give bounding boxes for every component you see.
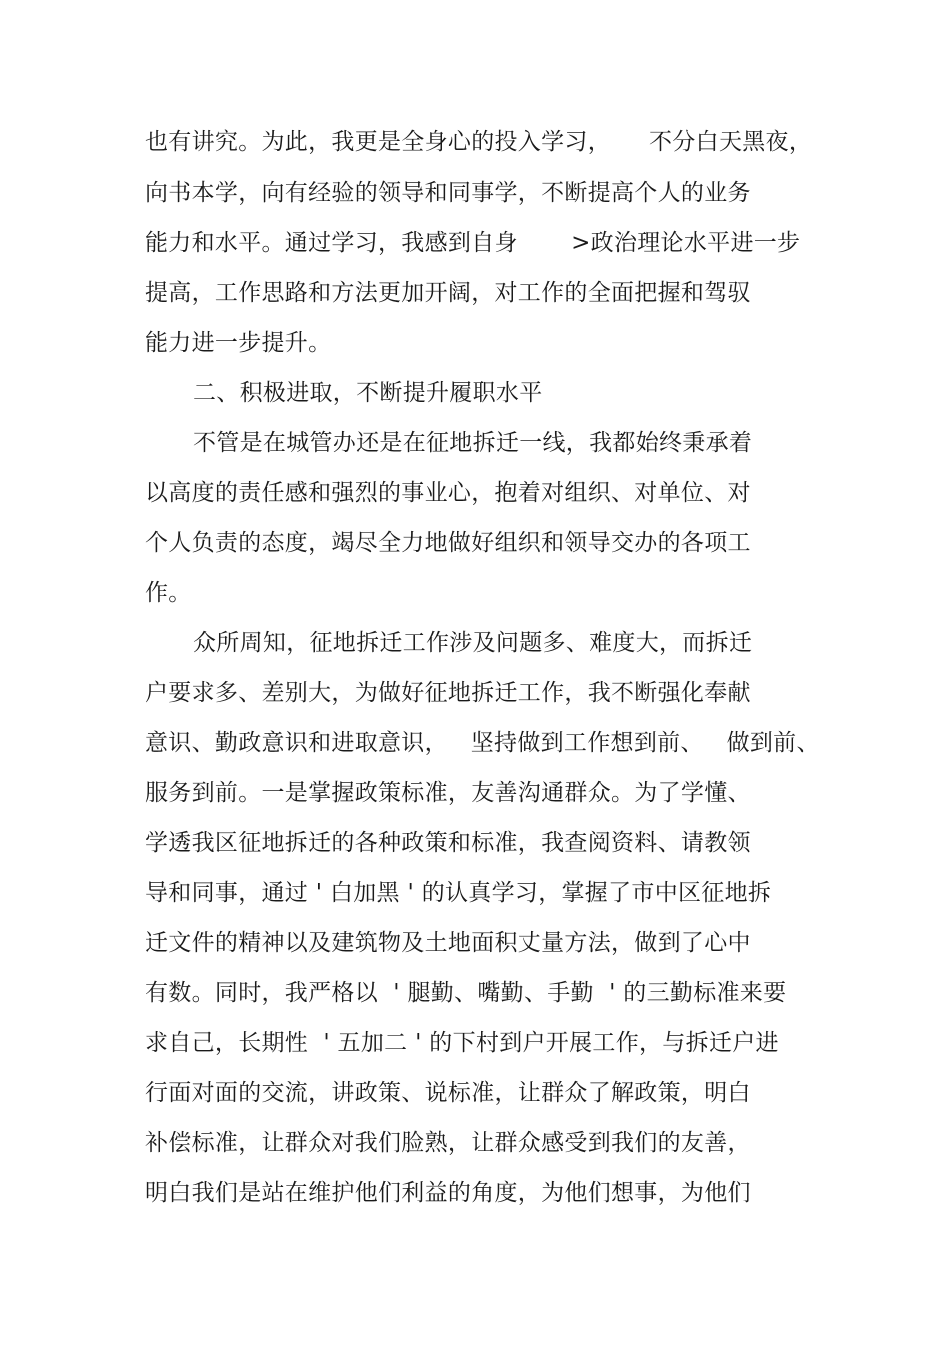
text-line: 有数。同时，我严格以 ' 腿勤、嘴勤、手勤 ' 的三勤标准来要 [145,980,787,1006]
text-line: 以高度的责任感和强烈的事业心，抱着对组织、对单位、对 [145,480,751,506]
text-line: 行面对面的交流，讲政策、说标准，让群众了解政策，明白 [145,1080,751,1106]
text-line: 服务到前。一是掌握政策标准，友善沟通群众。为了学懂、 [145,780,751,806]
text-line: 补偿标准，让群众对我们脸熟，让群众感受到我们的友善， [145,1130,751,1156]
text-line: 不管是在城管办还是在征地拆迁一线，我都始终秉承着 [193,430,753,456]
text-line: 求自己，长期性 ' 五加二 ' 的下村到户开展工作，与拆迁户进 [145,1030,779,1056]
section-heading: 二、积极进取，不断提升履职水平 [193,380,543,406]
text-line: 迁文件的精神以及建筑物及土地面积丈量方法，做到了心中 [145,930,751,956]
text-line: 户要求多、差别大，为做好征地拆迁工作，我不断强化奉献 [145,680,751,706]
text-line: 也有讲究。为此，我更是全身心的投入学习， 不分白天黑夜， [145,129,813,155]
text-line: 提高，工作思路和方法更加开阔，对工作的全面把握和驾驭 [145,280,751,306]
text-line: 向书本学，向有经验的领导和同事学，不断提高个人的业务 [145,180,751,206]
text-line: 众所周知，征地拆迁工作涉及问题多、难度大，而拆迁 [193,630,753,656]
text-line: 个人负责的态度，竭尽全力地做好组织和领导交办的各项工 [145,530,751,556]
text-line: 能力进一步提升。 [145,330,332,356]
text-line: 学透我区征地拆迁的各种政策和标准，我查阅资料、请教领 [145,830,751,856]
text-line: 明白我们是站在维护他们利益的角度，为他们想事，为他们 [145,1180,751,1206]
text-line: 意识、勤政意识和进取意识， 坚持做到工作想到前、 做到前、 [145,730,820,756]
text-line: 能力和水平。通过学习，我感到自身 >政治理论水平进一步 [145,230,801,256]
text-line: 作。 [145,580,192,606]
text-line: 导和同事，通过 ' 白加黑 ' 的认真学习，掌握了市中区征地拆 [145,880,772,906]
